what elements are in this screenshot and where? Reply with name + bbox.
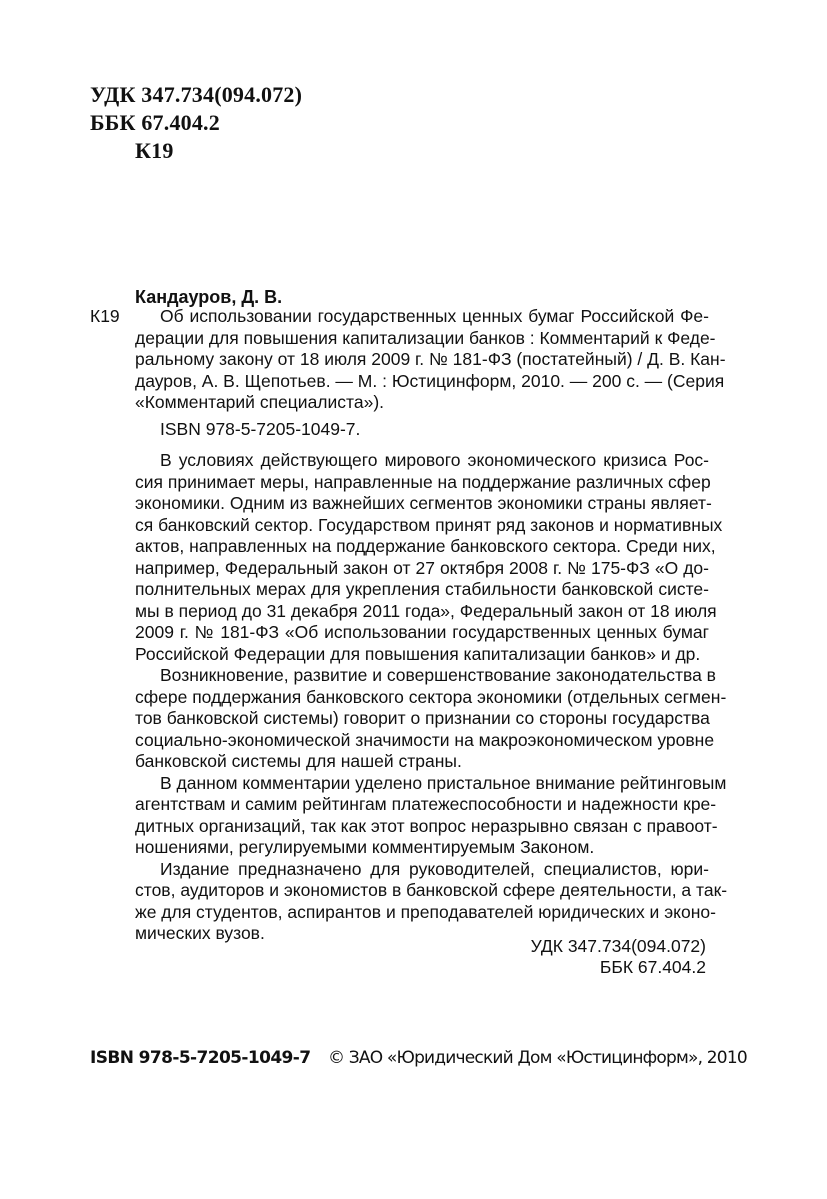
bbk-footer: ББК 67.404.2 <box>599 957 706 977</box>
abstract-line: ся банковский сектор. Государством принят ряд законов и нормативных <box>135 514 723 535</box>
bibliographic-description <box>135 306 726 414</box>
isbn-bottom: ISBN 978-5-7205-1049-7 <box>90 1048 311 1068</box>
abstract-line: же для студентов, аспирантов и преподавателей юридических и эконо- <box>135 901 716 922</box>
abstract-line: дитных организаций, так как этот вопрос неразрывно связан с правоот- <box>135 815 718 836</box>
abstract-line: Издание предназначено для руководителей, специалистов, юри- <box>160 858 709 879</box>
description-line: «Комментарий специалиста»). <box>135 392 385 412</box>
abstract-line: экономики. Одним из важнейших сегментов экономики страны являет- <box>135 493 712 513</box>
abstract-line: полнительных мерах для укрепления стабильности банковской систе- <box>135 579 709 599</box>
abstract-line: мы в период до 31 декабря 2011 года», Федеральный закон от 18 июля <box>135 600 717 621</box>
abstract-paragraph-4 <box>135 858 728 945</box>
abstract-line: например, Федеральный закон от 27 октября 2008 г. № 175-ФЗ «О до- <box>135 557 709 578</box>
description-line: дауров, А. В. Щепотьев. — М. : Юстицинформ, 2010. — 200 с. — (Серия <box>135 370 725 391</box>
abstract-line: агентствам и самим рейтингам платежеспособности и надежности кре- <box>135 794 717 814</box>
isbn-catalog: ISBN 978-5-7205-1049-7. <box>160 419 361 439</box>
abstract-line: В условиях действующего мирового экономического кризиса Рос- <box>160 450 709 470</box>
abstract-paragraph-1 <box>135 450 723 665</box>
abstract-line: Возникновение, развитие и совершенствование законодательства в <box>160 665 716 685</box>
description-line: Об использовании государственных ценных бумаг Российской Фе- <box>160 306 709 326</box>
copyright: © ЗАО «Юридический Дом «Юстицинформ», 2010 <box>328 1048 747 1068</box>
abstract-line: сия принимает меры, направленные на поддержание различных сфер <box>135 471 711 492</box>
author-mark-header: К19 <box>135 138 174 163</box>
author-name: Кандауров, Д. В. <box>135 287 283 307</box>
udk-header: УДК 347.734(094.072) <box>90 82 303 107</box>
abstract-line: мических вузов. <box>135 923 265 943</box>
abstract-line: социально-экономической значимости на макроэкономическом уровне <box>135 729 715 750</box>
description-line: ральному закону от 18 июля 2009 г. № 181-ФЗ (постатейный) / Д. В. Кан- <box>135 349 726 369</box>
abstract-line: актов, направленных на поддержание банковского сектора. Среди них, <box>135 536 716 556</box>
abstract-line: ношениями, регулируемыми комментируемым Законом. <box>135 837 595 857</box>
abstract <box>135 450 728 945</box>
udk-footer: УДК 347.734(094.072) <box>530 936 706 956</box>
abstract-line: Российской Федерации для повышения капитализации банков» и др. <box>135 643 701 664</box>
description-line: дерации для повышения капитализации банков : Комментарий к Феде- <box>135 327 716 348</box>
abstract-line: 2009 г. № 181-ФЗ «Об использовании государственных ценных бумаг <box>135 622 709 642</box>
abstract-line: В данном комментарии уделено пристальное внимание рейтинговым <box>160 772 727 793</box>
abstract-paragraph-2 <box>135 665 727 773</box>
abstract-line: тов банковской системы) говорит о признании со стороны государства <box>135 708 710 728</box>
abstract-line: сфере поддержания банковского сектора экономики (отдельных сегмен- <box>135 686 727 707</box>
abstract-line: банковской системы для нашей страны. <box>135 751 462 771</box>
abstract-line: стов, аудиторов и экономистов в банковской сфере деятельности, а так- <box>135 880 728 900</box>
bbk-header: ББК 67.404.2 <box>90 110 220 135</box>
margin-author-mark: К19 <box>90 306 120 326</box>
abstract-paragraph-3 <box>135 772 727 859</box>
